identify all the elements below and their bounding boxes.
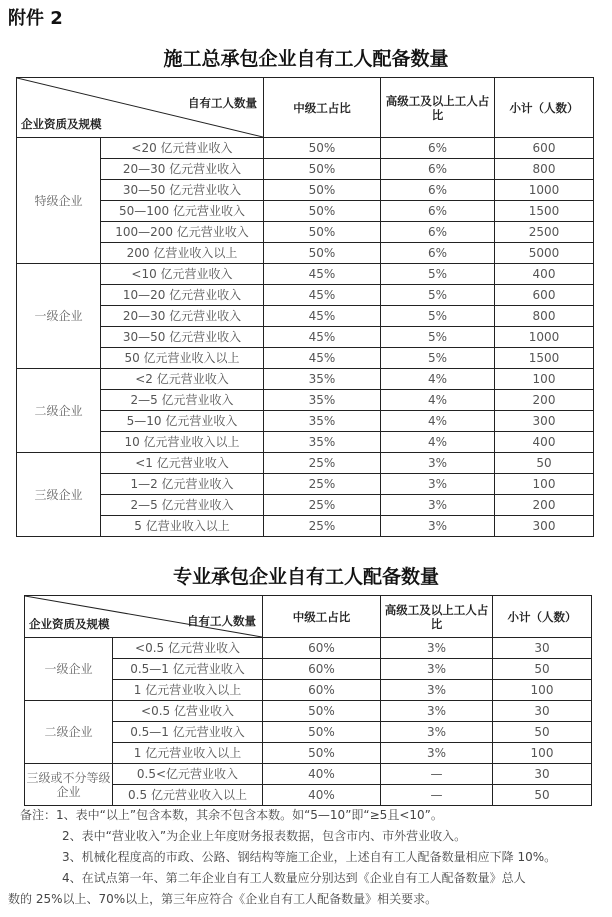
high-ratio: 4% (381, 411, 495, 432)
table-row (17, 285, 594, 306)
subtotal: 100 (493, 743, 592, 764)
subtotal: 600 (495, 285, 594, 306)
revenue-range: 1—2 亿元营业收入 (101, 474, 264, 495)
subtotal: 100 (495, 474, 594, 495)
subtotal: 200 (495, 390, 594, 411)
subtotal: 30 (493, 701, 592, 722)
revenue-range: 20—30 亿元营业收入 (101, 306, 264, 327)
mid-ratio: 50% (264, 180, 381, 201)
table-row (25, 764, 592, 785)
high-ratio: 5% (381, 327, 495, 348)
table-row (17, 432, 594, 453)
high-ratio: 6% (381, 222, 495, 243)
revenue-range: 100—200 亿元营业收入 (101, 222, 264, 243)
revenue-range: 20—30 亿元营业收入 (101, 159, 264, 180)
revenue-range: 5—10 亿元营业收入 (101, 411, 264, 432)
subtotal: 800 (495, 159, 594, 180)
table-row (17, 453, 594, 474)
high-ratio: 5% (381, 285, 495, 306)
table-row (17, 306, 594, 327)
revenue-range: 0.5<亿元营业收入 (113, 764, 263, 785)
table-row (17, 369, 594, 390)
revenue-range: 1 亿元营业收入以上 (113, 743, 263, 764)
mid-ratio: 50% (264, 159, 381, 180)
group-name: 三级企业 (17, 453, 101, 537)
mid-ratio: 50% (264, 222, 381, 243)
high-ratio: 3% (381, 680, 493, 701)
notes (0, 805, 612, 910)
mid-ratio: 25% (264, 516, 381, 537)
table-row (17, 222, 594, 243)
revenue-range: <0.5 亿营业收入 (113, 701, 263, 722)
mid-ratio: 40% (263, 764, 381, 785)
subtotal: 1500 (495, 348, 594, 369)
subtotal: 1000 (495, 327, 594, 348)
high-ratio: 5% (381, 306, 495, 327)
subtotal: 100 (493, 680, 592, 701)
note-2: 2、表中“营业收入”为企业上年度财务报表数据，包含市内、市外营业收入。 (62, 829, 467, 843)
group-name: 一级企业 (17, 264, 101, 369)
high-ratio: 3% (381, 722, 493, 743)
mid-ratio: 35% (264, 432, 381, 453)
mid-ratio: 50% (263, 701, 381, 722)
mid-ratio: 45% (264, 264, 381, 285)
mid-ratio: 50% (263, 743, 381, 764)
header-subtotal: 小计（人数） (495, 78, 594, 138)
mid-ratio: 45% (264, 306, 381, 327)
high-ratio: 3% (381, 743, 493, 764)
table-row (17, 264, 594, 285)
subtotal: 200 (495, 495, 594, 516)
table2-title: 专业承包企业自有工人配备数量 (172, 566, 439, 588)
header-high: 高级工及以上工人占比 (381, 78, 495, 138)
revenue-range: 10 亿元营业收入以上 (101, 432, 264, 453)
revenue-range: 2—5 亿元营业收入 (101, 390, 264, 411)
high-ratio: 5% (381, 264, 495, 285)
revenue-range: 50—100 亿元营业收入 (101, 201, 264, 222)
high-ratio: 4% (381, 369, 495, 390)
mid-ratio: 60% (263, 680, 381, 701)
revenue-range: 30—50 亿元营业收入 (101, 180, 264, 201)
revenue-range: 1 亿元营业收入以上 (113, 680, 263, 701)
header-col-label: 企业资质及规模 (21, 117, 102, 131)
high-ratio: 3% (381, 516, 495, 537)
group-name: 二级企业 (17, 369, 101, 453)
revenue-range: 2—5 亿元营业收入 (101, 495, 264, 516)
header-col-label: 企业资质及规模 (29, 617, 110, 631)
table-row (17, 348, 594, 369)
revenue-range: <20 亿元营业收入 (101, 138, 264, 159)
subtotal: 1500 (495, 201, 594, 222)
high-ratio: 6% (381, 201, 495, 222)
header-high: 高级工及以上工人占比 (381, 596, 493, 638)
mid-ratio: 50% (264, 243, 381, 264)
group-name: 二级企业 (25, 701, 113, 764)
high-ratio: — (381, 785, 493, 806)
group-name: 三级或不分等级企业 (25, 764, 113, 806)
note-5: 数的 25%以上、70%以上，第三年应符合《企业自有工人配备数量》相关要求。 (8, 892, 438, 906)
mid-ratio: 45% (264, 285, 381, 306)
table-row (17, 411, 594, 432)
mid-ratio: 60% (263, 638, 381, 659)
header-subtotal: 小计（人数） (493, 596, 592, 638)
header-row-label: 自有工人数量 (187, 614, 256, 628)
subtotal: 1000 (495, 180, 594, 201)
table-row (17, 327, 594, 348)
mid-ratio: 25% (264, 474, 381, 495)
mid-ratio: 35% (264, 369, 381, 390)
subtotal: 50 (493, 785, 592, 806)
mid-ratio: 45% (264, 348, 381, 369)
group-name: 特级企业 (17, 138, 101, 264)
table-row (17, 495, 594, 516)
revenue-range: <0.5 亿元营业收入 (113, 638, 263, 659)
mid-ratio: 50% (264, 201, 381, 222)
revenue-range: 200 亿营业收入以上 (101, 243, 264, 264)
revenue-range: 0.5—1 亿元营业收入 (113, 659, 263, 680)
diagonal-header (25, 596, 263, 638)
header-mid: 中级工占比 (264, 78, 381, 138)
revenue-range: 0.5—1 亿元营业收入 (113, 722, 263, 743)
high-ratio: 3% (381, 659, 493, 680)
subtotal: 800 (495, 306, 594, 327)
mid-ratio: 50% (264, 138, 381, 159)
subtotal: 50 (493, 722, 592, 743)
revenue-range: <1 亿元营业收入 (101, 453, 264, 474)
high-ratio: 4% (381, 432, 495, 453)
subtotal: 400 (495, 432, 594, 453)
mid-ratio: 35% (264, 411, 381, 432)
revenue-range: 30—50 亿元营业收入 (101, 327, 264, 348)
subtotal: 50 (493, 659, 592, 680)
general-contractor-table (16, 77, 594, 537)
mid-ratio: 50% (263, 722, 381, 743)
high-ratio: — (381, 764, 493, 785)
diagonal-header (17, 78, 264, 138)
note-1: 备注：1、表中“以上”包含本数，其余不包含本数。如“5—10”即“≥5且<10”。 (20, 808, 443, 822)
note-3: 3、机械化程度高的市政、公路、钢结构等施工企业，上述自有工人配备数量相应下降 10%。 (62, 850, 557, 864)
table-row (17, 159, 594, 180)
high-ratio: 6% (381, 159, 495, 180)
group-name: 一级企业 (25, 638, 113, 701)
mid-ratio: 35% (264, 390, 381, 411)
subtotal: 30 (493, 764, 592, 785)
subtotal: 600 (495, 138, 594, 159)
mid-ratio: 25% (264, 453, 381, 474)
high-ratio: 5% (381, 348, 495, 369)
table-row (17, 243, 594, 264)
table-row (25, 638, 592, 659)
revenue-range: 10—20 亿元营业收入 (101, 285, 264, 306)
table-row (17, 390, 594, 411)
mid-ratio: 60% (263, 659, 381, 680)
high-ratio: 6% (381, 243, 495, 264)
subtotal: 2500 (495, 222, 594, 243)
table-row (17, 201, 594, 222)
subtotal: 50 (495, 453, 594, 474)
mid-ratio: 25% (264, 495, 381, 516)
revenue-range: 5 亿营业收入以上 (101, 516, 264, 537)
high-ratio: 3% (381, 701, 493, 722)
attachment-label: 附件 2 (8, 8, 63, 29)
header-mid: 中级工占比 (263, 596, 381, 638)
revenue-range: <10 亿元营业收入 (101, 264, 264, 285)
high-ratio: 6% (381, 138, 495, 159)
high-ratio: 3% (381, 638, 493, 659)
table1-title: 施工总承包企业自有工人配备数量 (163, 48, 449, 70)
note-4: 4、在试点第一年、第二年企业自有工人数量应分别达到《企业自有工人配备数量》总人 (62, 871, 526, 885)
mid-ratio: 40% (263, 785, 381, 806)
table-row (17, 138, 594, 159)
subtotal: 30 (493, 638, 592, 659)
revenue-range: 0.5 亿元营业收入以上 (113, 785, 263, 806)
high-ratio: 6% (381, 180, 495, 201)
table-row (17, 180, 594, 201)
revenue-range: 50 亿元营业收入以上 (101, 348, 264, 369)
high-ratio: 4% (381, 390, 495, 411)
subtotal: 300 (495, 516, 594, 537)
mid-ratio: 45% (264, 327, 381, 348)
subtotal: 300 (495, 411, 594, 432)
high-ratio: 3% (381, 495, 495, 516)
table-row (25, 701, 592, 722)
header-row-label: 自有工人数量 (188, 96, 257, 110)
high-ratio: 3% (381, 474, 495, 495)
high-ratio: 3% (381, 453, 495, 474)
table-row (17, 474, 594, 495)
subtotal: 100 (495, 369, 594, 390)
specialty-contractor-table (24, 595, 592, 806)
revenue-range: <2 亿元营业收入 (101, 369, 264, 390)
subtotal: 5000 (495, 243, 594, 264)
subtotal: 400 (495, 264, 594, 285)
table-row (17, 516, 594, 537)
